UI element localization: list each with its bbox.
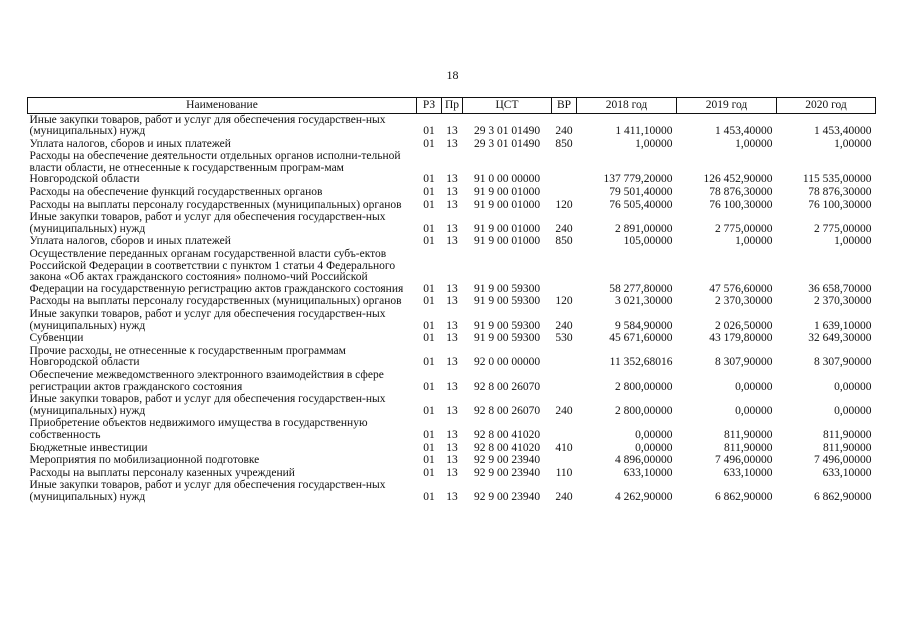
cell-rz: 01 — [423, 380, 435, 393]
cell-2020: 2 370,30000 — [814, 295, 872, 308]
cell-pr: 13 — [446, 356, 458, 369]
cell-2019: 633,10000 — [723, 466, 773, 479]
cell-2020: 8 307,90000 — [814, 356, 872, 369]
cell-vr — [552, 249, 577, 296]
cell-2020: 7 496,00000 — [814, 454, 872, 467]
cell-name: Иные закупки товаров, работ и услуг для обеспечения государствен-ных (муниципальных) нужд — [29, 393, 386, 417]
cell-pr: 13 — [446, 380, 458, 393]
table-row — [28, 212, 876, 236]
cell-2019: 7 496,00000 — [715, 454, 773, 467]
cell-2019: 2 370,30000 — [715, 295, 773, 308]
cell-rz: 01 — [423, 490, 435, 503]
cell-vr — [552, 345, 577, 369]
cell-pr: 13 — [446, 466, 458, 479]
cell-pr: 13 — [446, 454, 458, 467]
cell-name: Уплата налогов, сборов и иных платежей — [29, 137, 231, 150]
cell-pr: 13 — [446, 404, 458, 417]
cell-2018: 9 584,90000 — [615, 319, 673, 332]
header-vr: ВР — [552, 98, 577, 114]
cell-2018: 76 505,40000 — [609, 198, 673, 211]
cell-cst: 91 9 00 59300 — [473, 282, 541, 295]
cell-2020: 76 100,30000 — [808, 198, 872, 211]
cell-rz: 01 — [423, 186, 435, 199]
cell-vr — [552, 418, 577, 442]
table-row — [28, 442, 876, 455]
cell-vr: 240 — [555, 319, 573, 332]
cell-2018: 4 896,00000 — [615, 454, 673, 467]
cell-2018: 0,00000 — [635, 428, 673, 441]
cell-2020: 633,10000 — [822, 466, 872, 479]
cell-2018: 633,10000 — [623, 466, 673, 479]
header-name: Наименование — [28, 98, 417, 114]
cell-name: Прочие расходы, не отнесенные к государственным программам Новгородской области — [29, 344, 346, 369]
cell-2019: 6 862,90000 — [715, 490, 773, 503]
cell-pr: 13 — [446, 441, 458, 454]
cell-2020: 0,00000 — [834, 380, 872, 393]
table-row — [28, 369, 876, 393]
cell-2019: 811,90000 — [724, 428, 773, 441]
cell-cst: 92 8 00 26070 — [473, 380, 541, 393]
cell-2018: 137 779,20000 — [603, 173, 673, 186]
cell-pr: 13 — [446, 186, 458, 199]
cell-cst: 92 9 00 23940 — [473, 454, 541, 467]
cell-rz: 01 — [423, 441, 435, 454]
cell-cst: 92 8 00 41020 — [473, 428, 541, 441]
header-rz: РЗ — [417, 98, 442, 114]
cell-2018: 11 352,68016 — [609, 356, 673, 369]
cell-2018: 3 021,30000 — [615, 295, 673, 308]
table-row — [28, 418, 876, 442]
cell-name: Расходы на обеспечение функций государственных органов — [29, 186, 323, 199]
cell-2019: 0,00000 — [735, 404, 773, 417]
cell-name: Приобретение объектов недвижимого имущества в государственную собственность — [29, 417, 368, 441]
cell-2018: 79 501,40000 — [609, 186, 673, 199]
cell-pr: 13 — [446, 428, 458, 441]
cell-rz: 01 — [423, 319, 435, 332]
table-row — [28, 345, 876, 369]
table-row — [28, 138, 876, 151]
cell-rz: 01 — [423, 282, 435, 295]
cell-name: Осуществление переданных органам государственной власти субъ-ектов Российской Федерации в соответствии с пунктом 1 статьи 4 Федерального закона «Об актах гражданского состояния» полномо-чий Российской Федерации на государственную регистрацию актов гражданского состояния — [29, 248, 404, 295]
cell-cst: 92 9 00 23940 — [473, 490, 541, 503]
cell-2020: 1 453,40000 — [814, 125, 872, 138]
cell-2018: 1,00000 — [635, 137, 673, 150]
cell-name: Иные закупки товаров, работ и услуг для обеспечения государствен-ных (муниципальных) нужд — [29, 211, 386, 235]
cell-cst: 92 9 00 23940 — [473, 466, 541, 479]
table-row — [28, 333, 876, 346]
cell-cst: 91 9 00 59300 — [473, 319, 541, 332]
table-row — [28, 467, 876, 480]
cell-rz: 01 — [423, 137, 435, 150]
cell-cst: 91 9 00 01000 — [473, 235, 541, 248]
cell-vr — [552, 151, 577, 187]
cell-cst: 29 3 01 01490 — [473, 125, 541, 138]
table-row — [28, 394, 876, 418]
cell-2019: 43 179,80000 — [709, 332, 773, 345]
table-row — [28, 236, 876, 249]
cell-vr: 850 — [555, 235, 573, 248]
header-cst: ЦСТ — [463, 98, 552, 114]
cell-name: Расходы на выплаты персоналу государственных (муниципальных) органов — [29, 295, 402, 308]
cell-name: Мероприятия по мобилизационной подготовке — [29, 454, 260, 467]
cell-rz: 01 — [423, 198, 435, 211]
cell-pr: 13 — [446, 173, 458, 186]
cell-rz: 01 — [423, 356, 435, 369]
page-number: 18 — [446, 68, 459, 82]
cell-2019: 0,00000 — [735, 380, 773, 393]
cell-name: Иные закупки товаров, работ и услуг для обеспечения государствен-ных (муниципальных) нужд — [29, 308, 386, 332]
cell-vr: 240 — [555, 404, 573, 417]
cell-pr: 13 — [446, 137, 458, 150]
cell-cst: 92 0 00 00000 — [473, 356, 541, 369]
table-row — [28, 296, 876, 309]
cell-cst: 91 9 00 59300 — [473, 295, 541, 308]
cell-2019: 2 026,50000 — [715, 319, 773, 332]
cell-rz: 01 — [423, 125, 435, 138]
cell-2019: 1,00000 — [735, 235, 773, 248]
cell-rz: 01 — [423, 466, 435, 479]
cell-2020: 2 775,00000 — [814, 222, 872, 235]
cell-rz: 01 — [423, 222, 435, 235]
cell-name: Уплата налогов, сборов и иных платежей — [29, 235, 231, 248]
header-2018: 2018 год — [577, 98, 677, 114]
cell-cst: 92 8 00 41020 — [473, 441, 541, 454]
cell-2018: 45 671,60000 — [609, 332, 673, 345]
header-2020: 2020 год — [777, 98, 876, 114]
cell-cst: 91 9 00 59300 — [473, 332, 541, 345]
table-row — [28, 455, 876, 468]
cell-rz: 01 — [423, 332, 435, 345]
cell-rz: 01 — [423, 173, 435, 186]
cell-2020: 1,00000 — [834, 137, 872, 150]
cell-vr: 240 — [555, 490, 573, 503]
cell-rz: 01 — [423, 404, 435, 417]
table-row — [28, 199, 876, 212]
cell-name: Расходы на выплаты персоналу казенных учреждений — [29, 466, 295, 479]
table-row — [28, 249, 876, 296]
cell-pr: 13 — [446, 125, 458, 138]
cell-2020: 36 658,70000 — [808, 282, 872, 295]
cell-vr: 120 — [555, 295, 573, 308]
cell-cst: 91 9 00 01000 — [473, 186, 541, 199]
cell-pr: 13 — [446, 332, 458, 345]
cell-2020: 811,90000 — [823, 428, 872, 441]
cell-cst: 91 0 00 00000 — [473, 173, 541, 186]
cell-name: Иные закупки товаров, работ и услуг для обеспечения государствен-ных (муниципальных) нужд — [29, 113, 386, 138]
cell-pr: 13 — [446, 222, 458, 235]
cell-pr: 13 — [446, 319, 458, 332]
cell-2018: 4 262,90000 — [615, 490, 673, 503]
table-header-row — [28, 98, 876, 114]
cell-2019: 811,90000 — [724, 441, 773, 454]
cell-2019: 78 876,30000 — [709, 186, 773, 199]
table-row — [28, 114, 876, 139]
cell-2019: 1,00000 — [735, 137, 773, 150]
cell-2018: 2 800,00000 — [615, 404, 673, 417]
cell-vr: 410 — [555, 441, 573, 454]
cell-2018: 2 891,00000 — [615, 222, 673, 235]
cell-2018: 58 277,80000 — [609, 282, 673, 295]
cell-2018: 105,00000 — [623, 235, 673, 248]
cell-rz: 01 — [423, 295, 435, 308]
cell-vr — [552, 369, 577, 393]
cell-pr: 13 — [446, 282, 458, 295]
cell-vr: 110 — [555, 466, 573, 479]
cell-2020: 6 862,90000 — [814, 490, 872, 503]
cell-2018: 0,00000 — [635, 441, 673, 454]
cell-2020: 811,90000 — [823, 441, 872, 454]
cell-name: Расходы на обеспечение деятельности отдельных органов исполни-тельной власти области, не отнесенные к государственным програм-мам Новгородской области — [29, 150, 401, 186]
cell-2020: 115 535,00000 — [802, 173, 872, 186]
cell-pr: 13 — [446, 235, 458, 248]
header-2019: 2019 год — [677, 98, 777, 114]
table-row — [28, 187, 876, 200]
cell-rz: 01 — [423, 428, 435, 441]
cell-2020: 0,00000 — [834, 404, 872, 417]
cell-2019: 2 775,00000 — [715, 222, 773, 235]
cell-2018: 1 411,10000 — [615, 125, 673, 138]
cell-2020: 78 876,30000 — [808, 186, 872, 199]
cell-name: Расходы на выплаты персоналу государственных (муниципальных) органов — [29, 198, 402, 211]
cell-2020: 32 649,30000 — [808, 332, 872, 345]
cell-2019: 126 452,90000 — [703, 173, 773, 186]
cell-rz: 01 — [423, 454, 435, 467]
cell-pr: 13 — [446, 295, 458, 308]
cell-vr: 240 — [555, 222, 573, 235]
cell-vr — [552, 187, 577, 200]
cell-vr — [552, 455, 577, 468]
table-row — [28, 309, 876, 333]
cell-vr: 530 — [555, 332, 573, 345]
cell-cst: 91 9 00 01000 — [473, 198, 541, 211]
cell-2019: 8 307,90000 — [715, 356, 773, 369]
cell-2020: 1,00000 — [834, 235, 872, 248]
cell-2019: 1 453,40000 — [715, 125, 773, 138]
cell-pr: 13 — [446, 490, 458, 503]
cell-2018: 2 800,00000 — [615, 380, 673, 393]
table-body — [28, 114, 876, 505]
cell-name: Субвенции — [29, 332, 84, 345]
cell-name: Бюджетные инвестиции — [29, 441, 148, 454]
cell-cst: 92 8 00 26070 — [473, 404, 541, 417]
cell-name: Иные закупки товаров, работ и услуг для обеспечения государствен-ных (муниципальных) нужд — [29, 479, 386, 503]
cell-name: Обеспечение межведомственного электронного взаимодействия в сфере регистрации актов гражданского состояния — [29, 368, 384, 393]
table-row — [28, 480, 876, 504]
cell-cst: 29 3 01 01490 — [473, 137, 541, 150]
cell-rz: 01 — [423, 235, 435, 248]
budget-table — [27, 97, 876, 504]
table-row — [28, 151, 876, 187]
cell-vr: 240 — [555, 125, 573, 138]
cell-2019: 76 100,30000 — [709, 198, 773, 211]
cell-vr: 120 — [555, 198, 573, 211]
header-pr: Пр — [442, 98, 463, 114]
cell-cst: 91 9 00 01000 — [473, 222, 541, 235]
cell-pr: 13 — [446, 198, 458, 211]
cell-2019: 47 576,60000 — [709, 282, 773, 295]
cell-vr: 850 — [555, 137, 573, 150]
cell-2020: 1 639,10000 — [814, 319, 872, 332]
